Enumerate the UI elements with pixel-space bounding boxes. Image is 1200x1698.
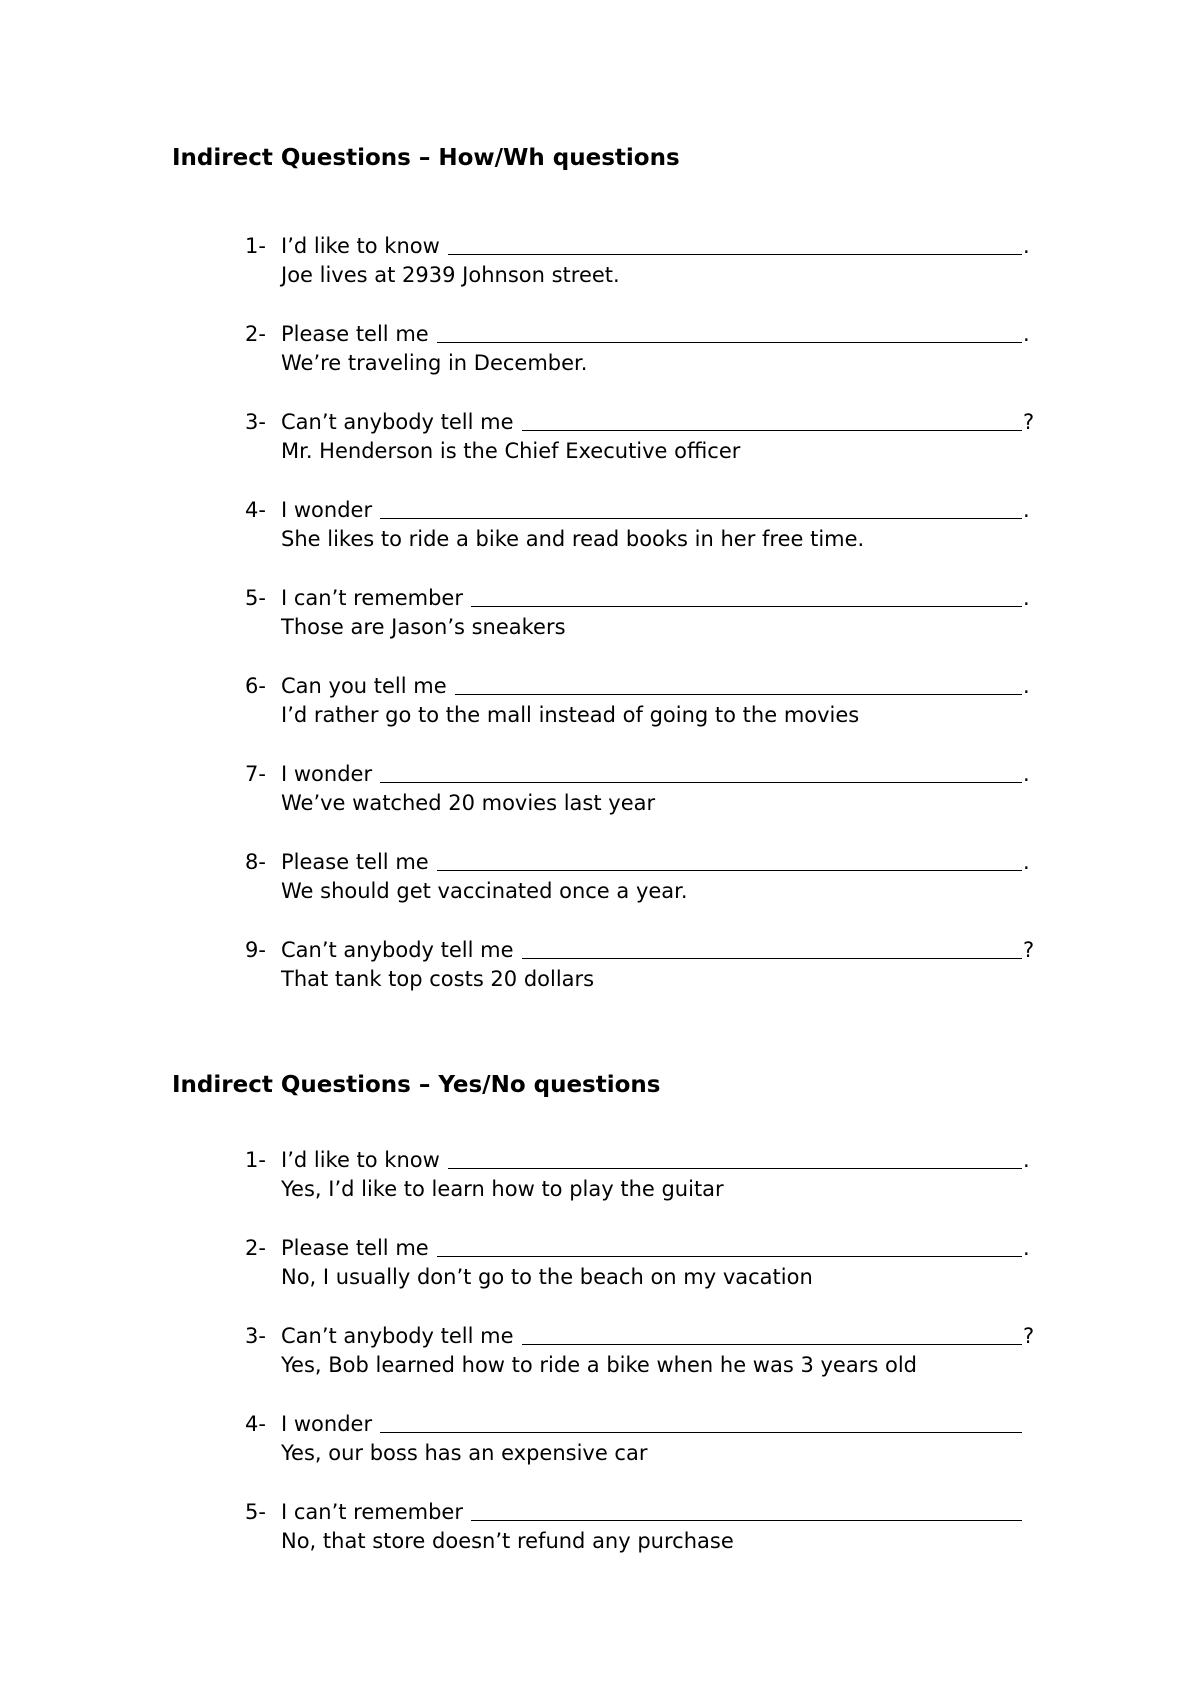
answer-blank[interactable] [380,498,1022,519]
item-number: 3- [245,1324,266,1348]
list-item [245,320,1035,408]
item-answer: No, I usually don’t go to the beach on my vacation [281,1265,813,1289]
item-end-mark: ? [1023,410,1035,434]
prompt-line [245,672,1035,701]
item-number: 4- [245,1412,266,1436]
answer-blank[interactable] [522,410,1022,431]
item-prompt: Can’t anybody tell me [281,1324,514,1348]
item-end-mark: . [1023,762,1030,786]
answer-blank[interactable] [380,1412,1022,1433]
item-end-mark: . [1023,234,1030,258]
item-end-mark: . [1023,586,1030,610]
item-answer: We should get vaccinated once a year. [281,879,688,903]
item-prompt: Can’t anybody tell me [281,410,514,434]
item-number: 3- [245,410,266,434]
list-item [245,584,1035,672]
item-prompt: I wonder [281,762,373,786]
item-number: 5- [245,586,266,610]
item-answer: That tank top costs 20 dollars [281,967,595,991]
prompt-line [245,320,1035,349]
item-end-mark: . [1023,850,1030,874]
prompt-line [245,1498,1035,1527]
list-item [245,936,1035,1024]
item-answer: Those are Jason’s sneakers [281,615,566,639]
answer-blank[interactable] [437,1236,1022,1257]
item-end-mark: . [1023,1236,1030,1260]
prompt-line [245,232,1035,261]
list-item [245,1410,1035,1498]
item-end-mark: . [1023,674,1030,698]
answer-blank[interactable] [522,938,1022,959]
list-item [245,1234,1035,1322]
item-prompt: Can’t anybody tell me [281,938,514,962]
answer-blank[interactable] [455,674,1022,695]
item-answer: Yes, our boss has an expensive car [281,1441,648,1465]
prompt-line [245,936,1035,965]
item-prompt: Please tell me [281,1236,429,1260]
answer-blank[interactable] [471,1500,1022,1521]
item-prompt: Please tell me [281,850,429,874]
item-prompt: I wonder [281,498,373,522]
list-item [245,1146,1035,1234]
item-prompt: I can’t remember [281,586,463,610]
list-item [245,760,1035,848]
list-item [245,672,1035,760]
question-list [245,1146,1035,1586]
answer-blank[interactable] [448,234,1022,255]
item-prompt: Can you tell me [281,674,447,698]
answer-blank[interactable] [380,762,1022,783]
answer-blank[interactable] [437,850,1022,871]
list-item [245,1322,1035,1410]
list-item [245,848,1035,936]
list-item [245,408,1035,496]
item-number: 1- [245,234,266,258]
item-prompt: I wonder [281,1412,373,1436]
list-item [245,496,1035,584]
prompt-line [245,1322,1035,1351]
item-end-mark: . [1023,322,1030,346]
prompt-line [245,1410,1035,1439]
item-end-mark: . [1023,498,1030,522]
item-number: 6- [245,674,266,698]
item-number: 5- [245,1500,266,1524]
prompt-line [245,584,1035,613]
list-item [245,1498,1035,1586]
item-number: 8- [245,850,266,874]
prompt-line [245,1234,1035,1263]
prompt-line [245,848,1035,877]
section-heading: Indirect Questions – How/Wh questions [172,145,680,171]
item-answer: No, that store doesn’t refund any purchase [281,1529,734,1553]
item-end-mark: ? [1023,938,1035,962]
prompt-line [245,408,1035,437]
answer-blank[interactable] [522,1324,1022,1345]
answer-blank[interactable] [471,586,1022,607]
item-prompt: I can’t remember [281,1500,463,1524]
answer-blank[interactable] [448,1148,1022,1169]
prompt-line [245,760,1035,789]
item-number: 4- [245,498,266,522]
item-number: 1- [245,1148,266,1172]
item-prompt: I’d like to know [281,1148,440,1172]
item-answer: We’re traveling in December. [281,351,588,375]
item-prompt: Please tell me [281,322,429,346]
item-answer: We’ve watched 20 movies last year [281,791,656,815]
item-end-mark: . [1023,1148,1030,1172]
answer-blank[interactable] [437,322,1022,343]
item-answer: Yes, Bob learned how to ride a bike when he was 3 years old [281,1353,917,1377]
list-item [245,232,1035,320]
item-answer: She likes to ride a bike and read books in her free time. [281,527,865,551]
item-number: 2- [245,1236,266,1260]
prompt-line [245,496,1035,525]
item-number: 2- [245,322,266,346]
section-heading: Indirect Questions – Yes/No questions [172,1072,661,1098]
item-prompt: I’d like to know [281,234,440,258]
item-number: 7- [245,762,266,786]
question-list [245,232,1035,1024]
item-number: 9- [245,938,266,962]
item-answer: Mr. Henderson is the Chief Executive officer [281,439,741,463]
item-answer: I’d rather go to the mall instead of going to the movies [281,703,860,727]
item-answer: Joe lives at 2939 Johnson street. [281,263,620,287]
item-answer: Yes, I’d like to learn how to play the guitar [281,1177,724,1201]
item-end-mark: ? [1023,1324,1035,1348]
prompt-line [245,1146,1035,1175]
